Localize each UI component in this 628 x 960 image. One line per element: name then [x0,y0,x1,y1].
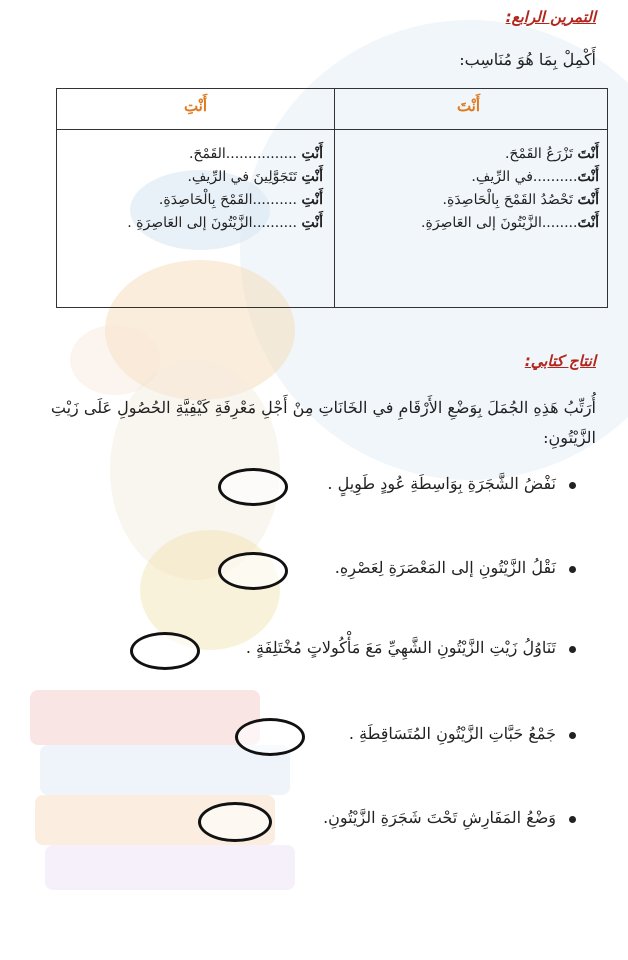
table-header-divider [57,129,607,130]
table-column-divider [334,89,335,307]
sentence-text: ..........القَمْحَ بِالْحَاصِدَةِ. [158,192,302,208]
column-header-masculine: أَنْتَ [456,97,481,115]
sentence-text: ..........الزَّيْتُونَ إلى العَاصِرَةِ . [127,215,302,231]
bullet [569,816,576,823]
pronoun: أَنْتَ [577,215,599,231]
item-text: وَضْعُ المَفَارِشِ تَحْتَ شَجَرَةِ الزَّيْتُونِ. [323,808,556,827]
sentence-text: تَزْرَعُ القَمْحَ. [504,146,578,162]
table-line [61,166,323,189]
ordering-item [0,632,628,672]
ordering-item [0,552,628,592]
feminine-sentences [61,143,323,235]
bullet [569,732,576,739]
ordering-item [0,468,628,508]
ordering-item [0,802,628,842]
pronoun: أَنْتَ [577,192,599,208]
number-box[interactable] [198,802,272,842]
table-line [337,166,599,189]
table-line [61,189,323,212]
column-header-feminine: أَنْتِ [183,97,208,115]
number-box[interactable] [218,552,288,590]
number-box[interactable] [218,468,288,506]
item-text: جَمْعُ حَبَّاتِ الزَّيْتُونِ المُتَسَاقِطَةِ . [348,724,556,743]
item-text: نَقْلُ الزَّيْتُونِ إلى المَعْصَرَةِ لِعَصْرِهِ. [334,558,556,577]
sentence-text: ..........في الرِّيفِ. [471,169,578,185]
sentence-text: تَحْصُدُ القَمْحَ بِالْحَاصِدَةِ. [442,192,578,208]
writing-instruction: أُرَتِّبُ هَذِهِ الجُمَلَ بِوَضْعِ الأَرْقَامِ في الخَانَاتِ مِنْ أَجْلِ مَعْرِفَةِ كَيْفِيَّةِ الحُصُولِ عَلَى زَيْتِ الزَّيْتُونِ: [50,398,596,447]
bullet [569,482,576,489]
sentence-text: ................القَمْحَ. [188,146,302,162]
pronoun: أَنْتَ [577,169,599,185]
pronoun: أَنْتِ [301,215,323,231]
pronoun: أَنْتِ [301,192,323,208]
completion-table [56,88,608,308]
table-line [61,143,323,166]
item-text: تَنَاوُلُ زَيْتِ الزَّيْتُونِ الشَّهِيِّ مَعَ مَأْكُولاتٍ مُخْتَلِفَةٍ . [245,638,556,657]
number-box[interactable] [130,632,200,670]
table-line [337,212,599,235]
pronoun: أَنْتِ [301,169,323,185]
sentence-text: تَتَجَوَّلِينَ في الرِّيفِ. [187,169,302,185]
pronoun: أَنْتِ [301,146,323,162]
bullet [569,646,576,653]
writing-heading: انتاج كتابي: [524,352,596,370]
table-line [337,143,599,166]
ordering-item [0,718,628,758]
table-line [61,212,323,235]
bullet [569,566,576,573]
exercise-instruction: أَكْمِلْ بِمَا هُوَ مُنَاسِب: [459,50,596,69]
exercise-heading: التمرين الرابع: [505,8,596,26]
item-text: نَفْضُ الشَّجَرَةِ بِوَاسِطَةِ عُودٍ طَوِيلٍ . [327,474,556,493]
masculine-sentences [337,143,599,235]
table-line [337,189,599,212]
number-box[interactable] [235,718,305,756]
pronoun: أَنْتَ [577,146,599,162]
sentence-text: ........الزَّيْتُونَ إلى العَاصِرَةِ. [421,215,578,231]
